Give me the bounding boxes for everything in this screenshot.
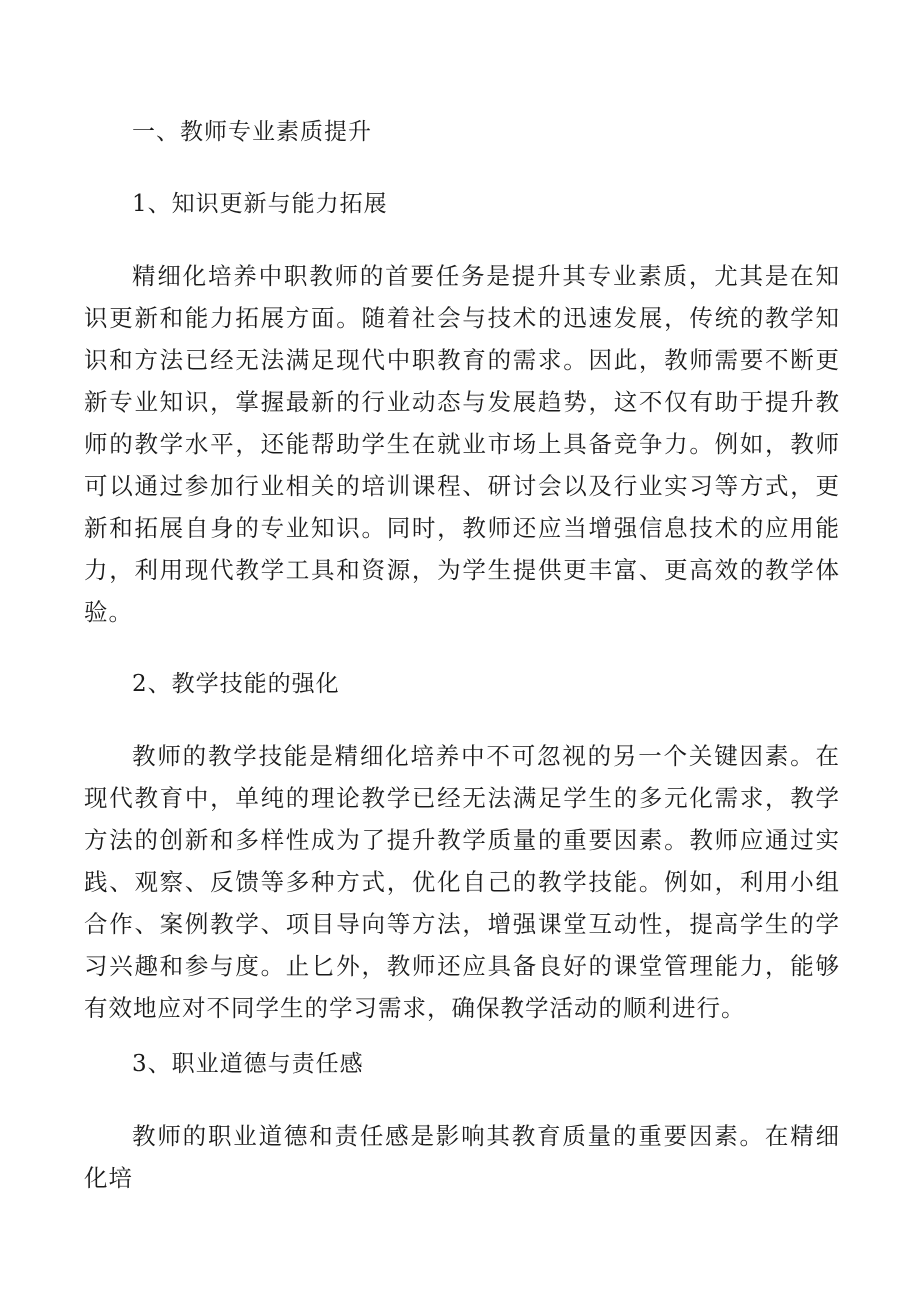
paragraph-teaching-skills: 教师的教学技能是精细化培养中不可忽视的另一个关键因素。在现代教育中，单纯的理论教学已经无法满足学生的多元化需求，教学方法的创新和多样性成为了提升教学质量的重要因素。教师应通过实践、观察、反馈等多种方式，优化自己的教学技能。例如，利用小组合作、案例教学、项目导向等方法，增强课堂互动性，提高学生的学习兴趣和参与度。止匕外，教师还应具备良好的课堂管理能力，能够有效地应对不同学生的学习需求，确保教学活动的顺利进行。 <box>84 742 840 1022</box>
document-body <box>84 111 840 1229</box>
paragraph-knowledge-update: 精细化培养中职教师的首要任务是提升其专业素质，尤其是在知识更新和能力拓展方面。随着社会与技术的迅速发展，传统的教学知识和方法已经无法满足现代中职教育的需求。因此，教师需要不断更新专业知识，掌握最新的行业动态与发展趋势，这不仅有助于提升教师的教学水平，还能帮助学生在就业市场上具备竞争力。例如，教师可以通过参加行业相关的培训课程、研讨会以及行业实习等方式，更新和拓展自身的专业知识。同时，教师还应当增强信息技术的应用能力，利用现代教学工具和资源，为学生提供更丰富、更高效的教学体验。 <box>84 262 840 626</box>
section-title: 一、教师专业素质提升 <box>132 119 372 145</box>
subsection-title-2: 2、教学技能的强化 <box>132 671 340 697</box>
subsection-title-1: 1、知识更新与能力拓展 <box>132 191 388 217</box>
subsection-title-3: 3、职业道德与责任感 <box>132 1051 364 1077</box>
paragraph-professional-ethics: 教师的职业道德和责任感是影响其教育质量的重要因素。在精细化培 <box>84 1122 840 1192</box>
